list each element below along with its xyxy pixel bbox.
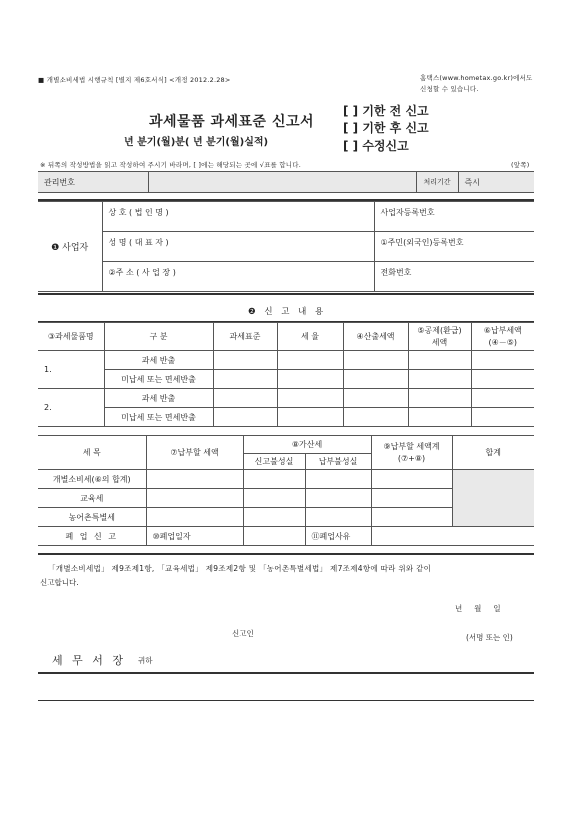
cell[interactable]	[471, 370, 534, 389]
cell[interactable]	[243, 489, 305, 508]
tax-add-payment-header: 납부불성실	[305, 454, 371, 470]
declaration-text-end: 신고합니다.	[40, 578, 79, 587]
tax-add-report-header: 신고불성실	[243, 454, 305, 470]
cell[interactable]	[243, 470, 305, 489]
cell[interactable]	[277, 351, 343, 370]
col-deduct-header: ⑤공제(환급) 세액	[408, 323, 471, 351]
cell[interactable]	[305, 508, 371, 527]
form-reference: ■ 개별소비세법 시행규칙 [별지 제6호서식] <개정 2012.2.28>	[38, 76, 231, 84]
row2-taxable-release: 과세 반출	[104, 389, 213, 408]
cell[interactable]	[343, 389, 408, 408]
declaration-date[interactable]: 년 월 일	[455, 604, 501, 613]
mgmt-no-label: 관리번호	[38, 172, 148, 193]
cell[interactable]	[213, 389, 277, 408]
cell[interactable]	[305, 489, 371, 508]
report-table	[38, 322, 534, 427]
period-line: 년 분기(월)분( 년 분기(월)실적)	[124, 137, 269, 148]
cell[interactable]	[146, 470, 243, 489]
tax-sum-cell	[452, 470, 534, 527]
row1-exempt-release: 미납세 또는 면세반출	[104, 370, 213, 389]
tax-pay-header: ⑦납부할 세액	[146, 436, 243, 470]
cell[interactable]	[146, 508, 243, 527]
cell[interactable]	[277, 370, 343, 389]
cell[interactable]	[343, 370, 408, 389]
page-side: (앞쪽)	[511, 161, 530, 169]
closure-table	[38, 526, 534, 546]
cell[interactable]	[471, 389, 534, 408]
cell[interactable]	[408, 351, 471, 370]
management-table	[38, 171, 534, 193]
reporter-label: 신고인	[232, 629, 254, 638]
tax-add-header: ⑧가산세	[243, 436, 371, 454]
cell[interactable]	[277, 389, 343, 408]
closure-reason-label: ⑪폐업사유	[305, 527, 371, 546]
cell[interactable]	[371, 508, 452, 527]
cell[interactable]	[305, 470, 371, 489]
row2-number: 2.	[38, 389, 104, 427]
cell[interactable]	[343, 351, 408, 370]
col-calc-header: ④산출세액	[343, 323, 408, 351]
col-base-header: 과세표준	[213, 323, 277, 351]
closure-date-field[interactable]	[243, 527, 305, 546]
cell[interactable]	[371, 470, 452, 489]
row1-number: 1.	[38, 351, 104, 389]
cell[interactable]	[408, 408, 471, 427]
tax-item-consumption: 개별소비세(⑥의 합계)	[38, 470, 146, 489]
signature-label[interactable]: (서명 또는 인)	[466, 633, 513, 642]
tax-total-header: ⑨납부할 세액계 (⑦+⑧)	[371, 436, 452, 470]
processing-period-label: 처리기간	[416, 172, 458, 193]
option-late-filing[interactable]: [ ] 기한 후 신고	[343, 121, 429, 135]
report-section-title: ❷ 신 고 내 용	[248, 307, 327, 317]
tax-table	[38, 435, 534, 527]
tax-sum-header: 합계	[452, 436, 534, 470]
tax-item-rural: 농어촌특별세	[38, 508, 146, 527]
option-amended-filing[interactable]: [ ] 수정신고	[343, 139, 409, 153]
hometax-note-line2: 신청할 수 있습니다.	[420, 85, 479, 93]
cell[interactable]	[471, 408, 534, 427]
option-early-filing[interactable]: [ ] 기한 전 신고	[343, 104, 429, 118]
cell[interactable]	[408, 370, 471, 389]
cell[interactable]	[243, 508, 305, 527]
resident-no-field[interactable]: ①주민(외국인)등록번호	[374, 232, 534, 262]
declaration-text: 「개별소비세법」 제9조제1항, 「교육세법」 제9조제2항 및 「농어촌특별세법」 제7조제4항에 따라 위와 같이	[48, 564, 432, 573]
business-table	[38, 201, 534, 292]
cell[interactable]	[213, 370, 277, 389]
cell[interactable]	[213, 408, 277, 427]
business-name-field[interactable]: 상 호 ( 법 인 명 )	[102, 202, 374, 232]
cell[interactable]	[146, 489, 243, 508]
phone-field[interactable]: 전화번호	[374, 262, 534, 292]
col-item-header: ③과세물품명	[38, 323, 104, 351]
closure-label: 폐 업 신 고	[38, 527, 146, 546]
hometax-note-line1: 홈택스(www.hometax.go.kr)에서도	[420, 74, 533, 82]
tax-office-label: 세 무 서 장	[52, 654, 126, 667]
row1-taxable-release: 과세 반출	[104, 351, 213, 370]
tax-item-header: 세 목	[38, 436, 146, 470]
instruction-note: ※ 뒤쪽의 작성방법을 읽고 작성하여 주시기 바라며, [ ]에는 해당되는 곳에 √표를 합니다.	[40, 161, 301, 169]
cell[interactable]	[408, 389, 471, 408]
cell[interactable]	[371, 489, 452, 508]
tax-item-education: 교육세	[38, 489, 146, 508]
representative-field[interactable]: 성 명 ( 대 표 자 )	[102, 232, 374, 262]
col-type-header: 구 분	[104, 323, 213, 351]
cell[interactable]	[471, 351, 534, 370]
col-pay-header: ⑥납부세액 (④－⑤)	[471, 323, 534, 351]
cell[interactable]	[277, 408, 343, 427]
mgmt-no-field	[148, 172, 416, 193]
col-rate-header: 세 율	[277, 323, 343, 351]
honorific: 귀하	[138, 656, 153, 665]
row2-exempt-release: 미납세 또는 면세반출	[104, 408, 213, 427]
address-field[interactable]: ②주 소 ( 사 업 장 )	[102, 262, 374, 292]
business-section-label: ❶ 사업자	[38, 202, 102, 292]
page-title: 과세물품 과세표준 신고서	[149, 114, 315, 130]
business-reg-no-field[interactable]: 사업자등록번호	[374, 202, 534, 232]
closure-reason-field[interactable]	[371, 527, 534, 546]
processing-period-value: 즉시	[458, 172, 534, 193]
closure-date-label: ⑩폐업일자	[146, 527, 243, 546]
cell[interactable]	[213, 351, 277, 370]
cell[interactable]	[343, 408, 408, 427]
